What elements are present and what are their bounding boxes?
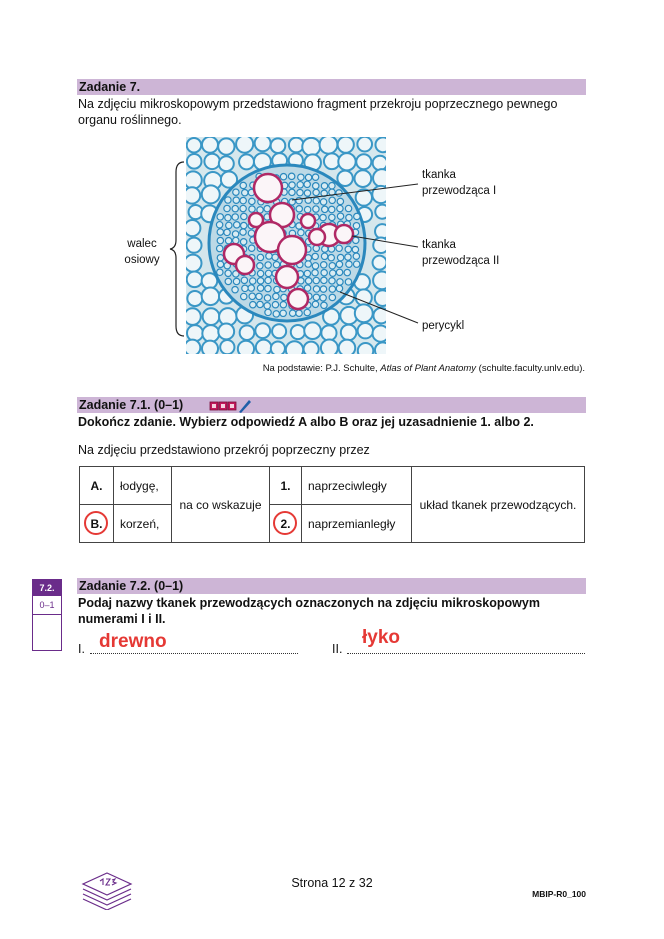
- score-entry-field[interactable]: [33, 615, 61, 650]
- label-perycykl: perycykl: [422, 320, 465, 332]
- label-tp1-line2: przewodząca I: [422, 185, 497, 197]
- task72-title: Zadanie 7.2. (0–1): [79, 579, 184, 593]
- option-2-number[interactable]: 2.: [280, 516, 291, 531]
- footer-page-number: Strona 12 z 32: [291, 876, 373, 890]
- option-b-letter[interactable]: B.: [90, 516, 103, 531]
- task72-instruction-line2: numerami I i II.: [78, 612, 166, 626]
- task72-instruction: [78, 595, 588, 627]
- answer-table: [79, 466, 585, 543]
- answer-ii-handwriting: łyko: [362, 627, 401, 648]
- answer-ii-line[interactable]: [347, 653, 585, 654]
- task72-header: [77, 578, 586, 594]
- pointer-lines: [280, 170, 420, 330]
- task7-intro-line2: organu roślinnego.: [78, 113, 182, 127]
- task71-header: [77, 397, 586, 413]
- middle-text: na co wskazuje: [179, 497, 262, 512]
- score-task-number: 7.2.: [33, 580, 61, 596]
- pencil-icon: [209, 399, 253, 413]
- score-box: [32, 579, 62, 651]
- task71-instruction: Dokończ zdanie. Wybierz odpowiedź A albo B oraz jej uzasadnienie 1. albo 2.: [78, 415, 534, 429]
- label-tp1-line1: tkanka: [422, 169, 456, 181]
- right-text: układ tkanek przewodzących.: [419, 497, 577, 512]
- label-tp2-line2: przewodząca II: [422, 255, 500, 267]
- label-tkanka-przewodzaca-1: [422, 167, 496, 199]
- label-tkanka-przewodzaca-2: [422, 237, 499, 269]
- selection-circle-b: [84, 511, 108, 535]
- answer-i-line[interactable]: [90, 653, 298, 654]
- option-a-text: łodygę,: [120, 478, 159, 493]
- task7-title: Zadanie 7.: [79, 80, 141, 94]
- answer-i-label: I.: [78, 642, 85, 656]
- score-range: 0–1: [33, 596, 61, 615]
- task7-intro-line1: Na zdjęciu mikroskopowym przedstawiono fragment przekroju poprzecznego pewnego: [78, 97, 558, 111]
- option-2-text: naprzemianległy: [308, 516, 396, 531]
- option-1-number[interactable]: 1.: [280, 478, 291, 493]
- task72-instruction-line1: Podaj nazwy tkanek przewodzących oznaczonych na zdjęciu mikroskopowym: [78, 596, 540, 610]
- source-title: Atlas of Plant Anatomy: [380, 363, 477, 374]
- task7-intro: [78, 96, 588, 128]
- footer-code: MBIP-R0_100: [532, 889, 586, 899]
- label-walec-line1: walec: [127, 238, 157, 250]
- source-prefix: Na podstawie: P.J. Schulte,: [262, 363, 381, 374]
- task71-stem: Na zdjęciu przedstawiono przekrój poprzeczny przez: [78, 443, 370, 457]
- option-1-text: naprzeciwległy: [308, 478, 387, 493]
- label-walec-line2: osiowy: [124, 254, 160, 266]
- figure-source: [200, 363, 585, 374]
- task71-title: Zadanie 7.1. (0–1): [79, 398, 184, 412]
- task7-header: [77, 79, 586, 95]
- answer-i-handwriting: drewno: [99, 631, 167, 652]
- option-a-letter[interactable]: A.: [90, 478, 103, 493]
- walec-bracket: [168, 160, 188, 338]
- selection-circle-2: [273, 511, 297, 535]
- answer-ii-label: II.: [332, 642, 343, 656]
- label-walec: [118, 236, 166, 268]
- label-tp2-line1: tkanka: [422, 239, 456, 251]
- source-suffix: (schulte.faculty.unlv.edu).: [476, 363, 585, 374]
- option-b-text: korzeń,: [120, 516, 160, 531]
